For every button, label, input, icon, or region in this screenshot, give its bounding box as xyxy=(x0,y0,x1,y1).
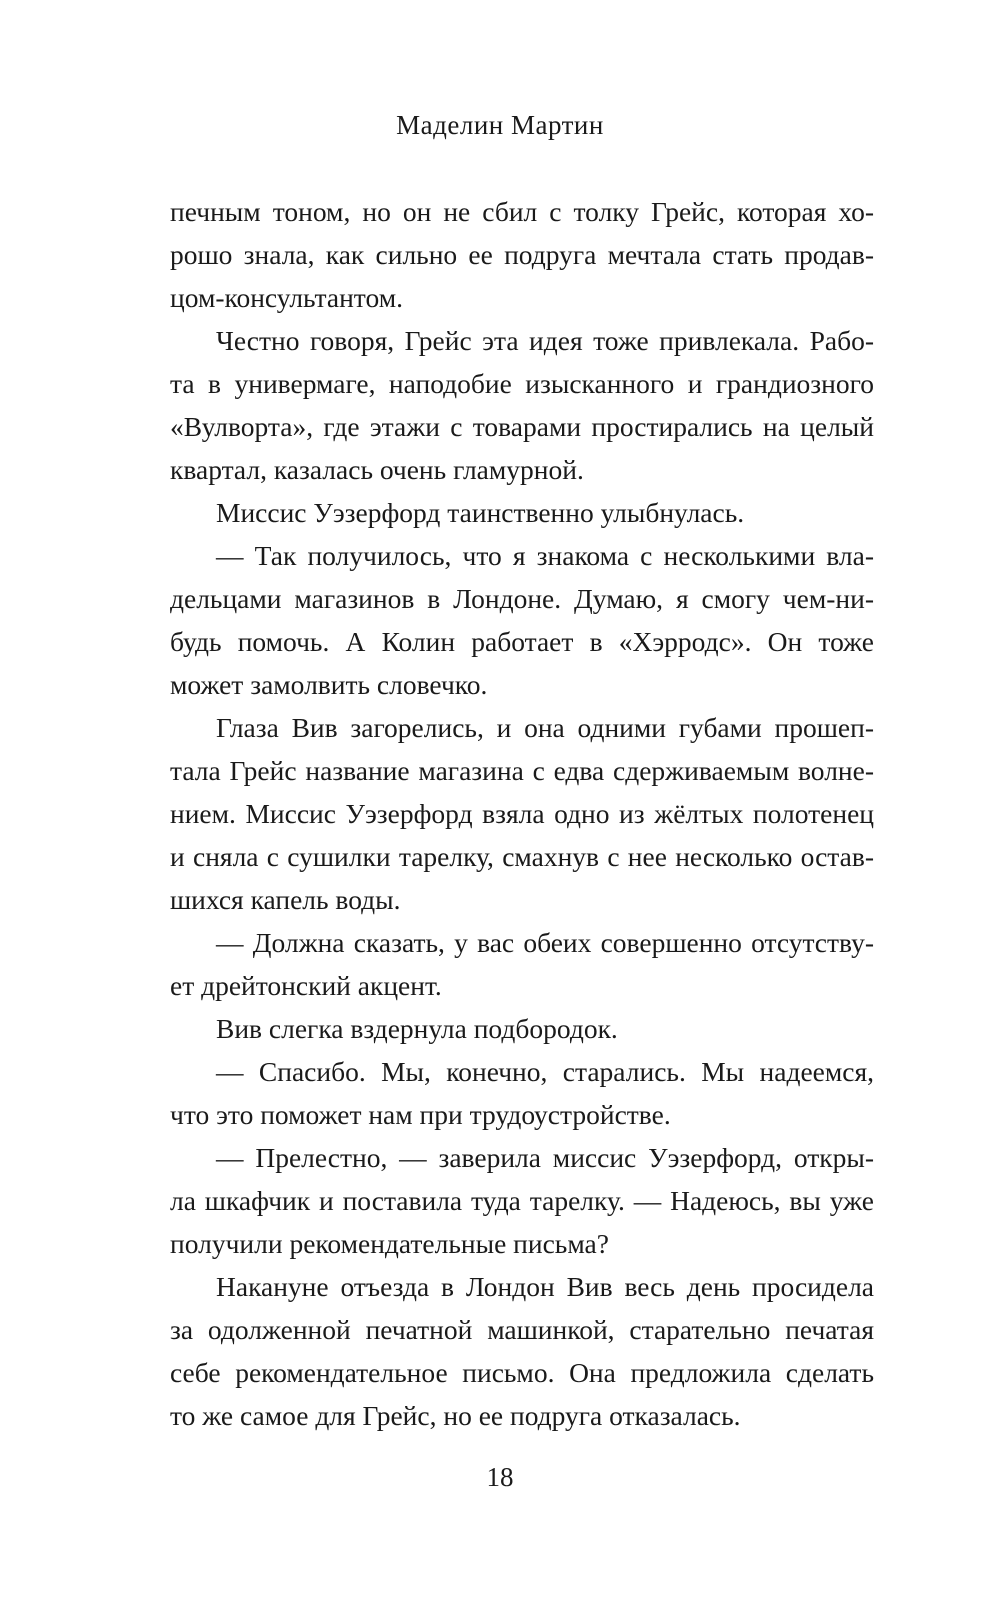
text-line: ет дрейтонский акцент. xyxy=(170,970,442,1001)
text-line: Честно говоря, Грейс эта идея тоже привлекала. Рабо- xyxy=(216,325,874,356)
text-line: дельцами магазинов в Лондоне. Думаю, я смогу чем-ни- xyxy=(170,583,874,614)
text-line: себе рекомендательное письмо. Она предложила сделать xyxy=(170,1357,874,1388)
text-line: цом-консультантом. xyxy=(170,282,403,313)
text-line: тала Грейс название магазина с едва сдерживаемым волне- xyxy=(170,755,874,786)
text-line: — Прелестно, — заверила миссис Уэзерфорд, откры- xyxy=(216,1142,874,1173)
text-line: ла шкафчик и поставила туда тарелку. — Надеюсь, вы уже xyxy=(170,1185,874,1216)
text-line: что это поможет нам при трудоустройстве. xyxy=(170,1099,671,1130)
page-number: 18 xyxy=(486,1462,514,1492)
text-line: и сняла с сушилки тарелку, смахнув с нее несколько остав- xyxy=(170,841,874,872)
text-line: Вив слегка вздернула подбородок. xyxy=(216,1013,618,1044)
text-line: — Должна сказать, у вас обеих совершенно отсутству- xyxy=(216,927,874,958)
text-line: Глаза Вив загорелись, и она одними губами прошеп- xyxy=(216,712,874,743)
text-line: квартал, казалась очень гламурной. xyxy=(170,454,584,485)
text-line: — Так получилось, что я знакома с несколькими вла- xyxy=(216,540,874,571)
text-line: будь помочь. А Колин работает в «Хэрродс». Он тоже xyxy=(170,626,874,657)
text-line: Миссис Уэзерфорд таинственно улыбнулась. xyxy=(216,497,745,528)
text-line: может замолвить словечко. xyxy=(170,669,488,700)
text-line: нием. Миссис Уэзерфорд взяла одно из жёлтых полотенец xyxy=(170,798,874,829)
text-line: то же самое для Грейс, но ее подруга отказалась. xyxy=(170,1400,741,1431)
running-head-title: Маделин Мартин xyxy=(396,110,604,140)
text-line: шихся капель воды. xyxy=(170,884,401,915)
text-line: та в универмаге, наподобие изысканного и грандиозного xyxy=(170,368,874,399)
text-line: — Спасибо. Мы, конечно, старались. Мы надеемся, xyxy=(216,1056,874,1087)
text-line: Накануне отъезда в Лондон Вив весь день просидела xyxy=(216,1271,874,1302)
text-line: печным тоном, но он не сбил с толку Грейс, которая хо- xyxy=(170,196,874,227)
text-line: рошо знала, как сильно ее подруга мечтала стать продав- xyxy=(170,239,874,270)
text-line: «Вулворта», где этажи с товарами простирались на целый xyxy=(170,411,874,442)
text-line: за одолженной печатной машинкой, старательно печатая xyxy=(170,1314,874,1345)
page-body xyxy=(170,190,874,1437)
text-line: получили рекомендательные письма? xyxy=(170,1228,609,1259)
